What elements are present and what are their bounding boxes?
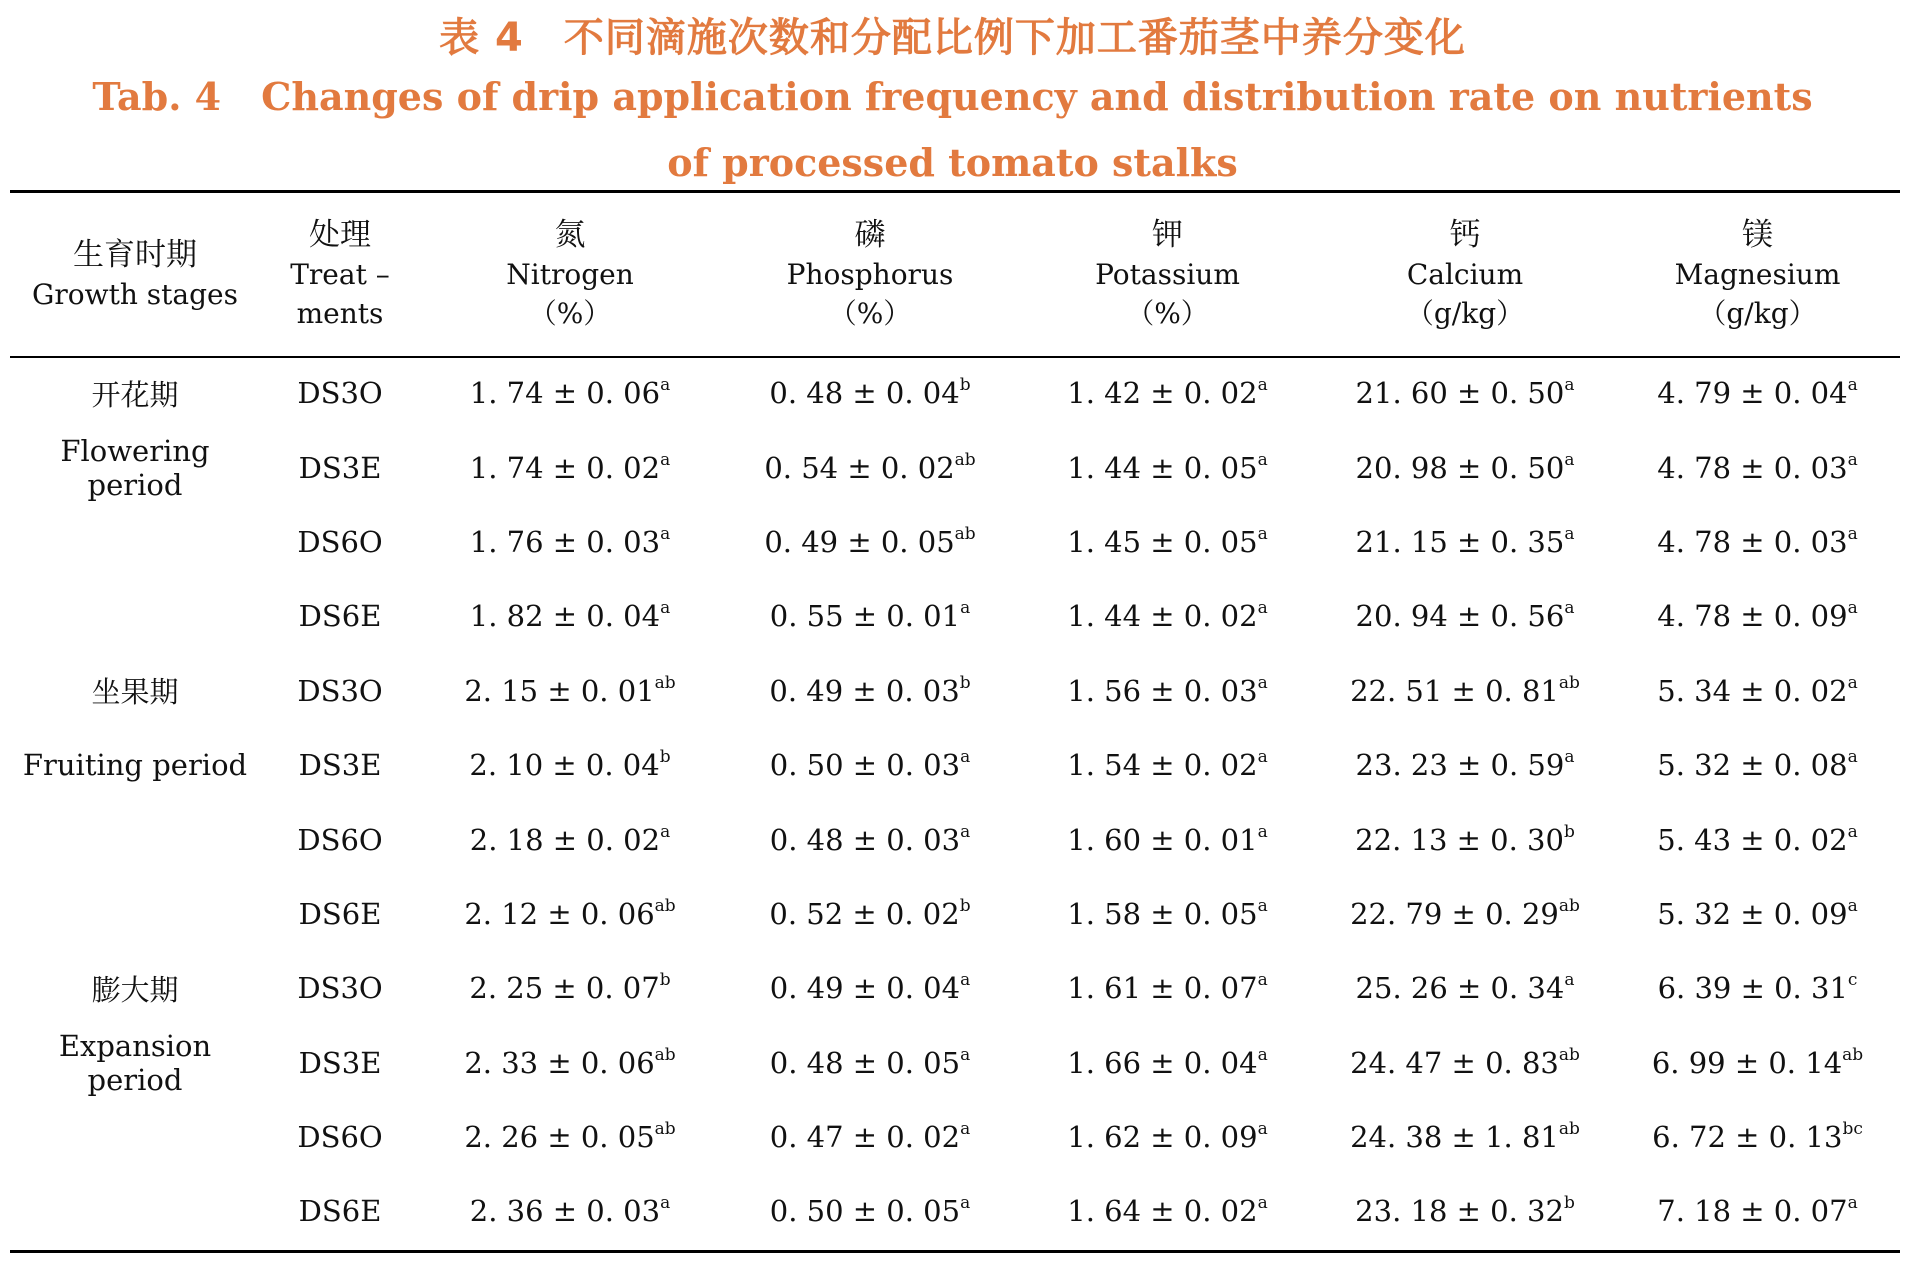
table-row bbox=[10, 1100, 1900, 1174]
nitrogen-cell bbox=[420, 1174, 720, 1248]
nitrogen-significance: a bbox=[660, 523, 671, 544]
table-row bbox=[10, 430, 1900, 504]
calcium-significance: a bbox=[1564, 598, 1575, 619]
treatment-cell: DS6E bbox=[298, 1194, 382, 1229]
magnesium-significance: ab bbox=[1842, 1044, 1864, 1065]
phosphorus-cell bbox=[720, 951, 1020, 1025]
header-potassium: 钾 Potassium （%） bbox=[1095, 217, 1240, 330]
magnesium-cell bbox=[1615, 430, 1900, 504]
potassium-value: 1. 54 ± 0. 02 bbox=[1067, 748, 1258, 783]
calcium-significance: ab bbox=[1558, 1044, 1580, 1065]
nitrogen-significance: b bbox=[659, 747, 671, 768]
calcium-value: 23. 23 ± 0. 59 bbox=[1355, 748, 1565, 783]
phosphorus-value: 0. 48 ± 0. 03 bbox=[769, 822, 961, 857]
magnesium-significance: a bbox=[1847, 672, 1858, 693]
table-row bbox=[10, 728, 1900, 802]
calcium-significance: a bbox=[1564, 375, 1575, 396]
magnesium-cell bbox=[1615, 654, 1900, 728]
potassium-value: 1. 44 ± 0. 05 bbox=[1067, 450, 1258, 485]
phosphorus-significance: a bbox=[960, 598, 971, 619]
nitrogen-cell bbox=[420, 877, 720, 951]
nitrogen-cell bbox=[420, 728, 720, 802]
magnesium-significance: a bbox=[1847, 449, 1858, 470]
magnesium-cell bbox=[1615, 728, 1900, 802]
potassium-significance: a bbox=[1257, 1193, 1268, 1214]
calcium-value: 24. 38 ± 1. 81 bbox=[1350, 1120, 1559, 1155]
phosphorus-significance: a bbox=[960, 1044, 971, 1065]
calcium-significance: ab bbox=[1558, 672, 1580, 693]
magnesium-significance: bc bbox=[1842, 1119, 1863, 1140]
growth-stage-cell: Expansion period bbox=[58, 1028, 212, 1097]
calcium-significance: a bbox=[1564, 970, 1575, 991]
phosphorus-significance: a bbox=[960, 821, 971, 842]
calcium-value: 22. 13 ± 0. 30 bbox=[1355, 822, 1564, 857]
nitrogen-cell bbox=[420, 430, 720, 504]
nitrogen-significance: ab bbox=[654, 1119, 676, 1140]
potassium-value: 1. 61 ± 0. 07 bbox=[1067, 971, 1258, 1006]
nitrogen-value: 1. 74 ± 0. 06 bbox=[469, 376, 661, 411]
header-phosphorus: 磷 Phosphorus （%） bbox=[786, 217, 954, 330]
growth-stage-cell: 坐果期 bbox=[91, 675, 179, 710]
phosphorus-significance: a bbox=[960, 1119, 971, 1140]
potassium-significance: a bbox=[1257, 523, 1268, 544]
calcium-cell bbox=[1315, 505, 1615, 579]
potassium-cell bbox=[1020, 877, 1315, 951]
growth-stage-cell: Fruiting period bbox=[22, 748, 248, 783]
growth-stage-cell bbox=[10, 1100, 260, 1174]
nitrogen-significance: ab bbox=[654, 672, 676, 693]
magnesium-value: 5. 34 ± 0. 02 bbox=[1657, 673, 1848, 708]
potassium-significance: a bbox=[1257, 1044, 1268, 1065]
calcium-cell bbox=[1315, 877, 1615, 951]
calcium-cell bbox=[1315, 951, 1615, 1025]
phosphorus-cell bbox=[720, 877, 1020, 951]
magnesium-value: 5. 32 ± 0. 08 bbox=[1657, 748, 1848, 783]
potassium-significance: a bbox=[1257, 598, 1268, 619]
nitrogen-value: 1. 82 ± 0. 04 bbox=[469, 599, 661, 634]
potassium-significance: a bbox=[1257, 375, 1268, 396]
nitrogen-cell bbox=[420, 579, 720, 653]
potassium-cell bbox=[1020, 1174, 1315, 1248]
magnesium-value: 4. 78 ± 0. 03 bbox=[1657, 450, 1848, 485]
potassium-value: 1. 62 ± 0. 09 bbox=[1067, 1120, 1258, 1155]
magnesium-value: 6. 39 ± 0. 31 bbox=[1657, 971, 1848, 1006]
nitrogen-value: 2. 36 ± 0. 03 bbox=[469, 1194, 661, 1229]
magnesium-value: 5. 43 ± 0. 02 bbox=[1657, 822, 1848, 857]
potassium-significance: a bbox=[1257, 449, 1268, 470]
phosphorus-cell bbox=[720, 579, 1020, 653]
table-label-cn: 表 4 bbox=[439, 15, 524, 61]
calcium-cell bbox=[1315, 654, 1615, 728]
magnesium-value: 6. 72 ± 0. 13 bbox=[1652, 1120, 1843, 1155]
nitrogen-value: 2. 15 ± 0. 01 bbox=[464, 673, 655, 708]
calcium-cell bbox=[1315, 802, 1615, 876]
treatment-cell: DS6E bbox=[298, 896, 382, 931]
magnesium-cell bbox=[1615, 1026, 1900, 1100]
phosphorus-significance: a bbox=[960, 747, 971, 768]
nitrogen-value: 2. 33 ± 0. 06 bbox=[464, 1045, 655, 1080]
nitrogen-value: 2. 25 ± 0. 07 bbox=[469, 971, 660, 1006]
calcium-significance: b bbox=[1563, 821, 1575, 842]
potassium-cell bbox=[1020, 951, 1315, 1025]
potassium-significance: a bbox=[1257, 970, 1268, 991]
potassium-cell bbox=[1020, 1026, 1315, 1100]
nitrogen-cell bbox=[420, 505, 720, 579]
potassium-value: 1. 60 ± 0. 01 bbox=[1067, 822, 1258, 857]
magnesium-value: 6. 99 ± 0. 14 bbox=[1651, 1045, 1843, 1080]
nitrogen-value: 2. 10 ± 0. 04 bbox=[469, 748, 660, 783]
treatment-cell: DS3E bbox=[298, 450, 382, 485]
phosphorus-value: 0. 49 ± 0. 05 bbox=[764, 524, 955, 559]
growth-stage-cell bbox=[10, 802, 260, 876]
calcium-value: 21. 15 ± 0. 35 bbox=[1355, 524, 1565, 559]
treatment-cell: DS3O bbox=[297, 971, 383, 1006]
growth-stage-cell: Flowering period bbox=[60, 433, 210, 502]
calcium-cell bbox=[1315, 1174, 1615, 1248]
nitrogen-cell bbox=[420, 654, 720, 728]
table-row bbox=[10, 877, 1900, 951]
potassium-significance: a bbox=[1257, 1119, 1268, 1140]
potassium-cell bbox=[1020, 579, 1315, 653]
calcium-cell bbox=[1315, 1100, 1615, 1174]
growth-stage-cell bbox=[10, 579, 260, 653]
magnesium-cell bbox=[1615, 356, 1900, 430]
magnesium-significance: a bbox=[1847, 895, 1858, 916]
phosphorus-cell bbox=[720, 505, 1020, 579]
calcium-value: 22. 51 ± 0. 81 bbox=[1350, 673, 1559, 708]
magnesium-significance: a bbox=[1847, 375, 1858, 396]
calcium-significance: ab bbox=[1558, 1119, 1580, 1140]
table-row bbox=[10, 1026, 1900, 1100]
table-caption-en-line2: of processed tomato stalks bbox=[667, 140, 1238, 185]
potassium-cell bbox=[1020, 356, 1315, 430]
treatment-cell: DS3O bbox=[297, 376, 383, 411]
potassium-value: 1. 66 ± 0. 04 bbox=[1067, 1045, 1258, 1080]
table-label-en: Tab. 4 bbox=[92, 74, 222, 119]
phosphorus-value: 0. 54 ± 0. 02 bbox=[764, 450, 955, 485]
calcium-cell bbox=[1315, 356, 1615, 430]
table-row bbox=[10, 654, 1900, 728]
phosphorus-value: 0. 49 ± 0. 04 bbox=[769, 971, 961, 1006]
calcium-significance: b bbox=[1563, 1193, 1575, 1214]
potassium-value: 1. 64 ± 0. 02 bbox=[1067, 1194, 1258, 1229]
nitrogen-cell bbox=[420, 1100, 720, 1174]
phosphorus-cell bbox=[720, 1100, 1020, 1174]
magnesium-cell bbox=[1615, 877, 1900, 951]
potassium-significance: a bbox=[1257, 747, 1268, 768]
phosphorus-significance: b bbox=[959, 375, 971, 396]
header-treatments: 处理 Treat – ments bbox=[290, 217, 390, 330]
phosphorus-significance: a bbox=[960, 1193, 971, 1214]
table-row bbox=[10, 802, 1900, 876]
potassium-cell bbox=[1020, 654, 1315, 728]
nitrogen-cell bbox=[420, 951, 720, 1025]
calcium-cell bbox=[1315, 579, 1615, 653]
phosphorus-significance: b bbox=[959, 895, 971, 916]
phosphorus-cell bbox=[720, 1026, 1020, 1100]
potassium-cell bbox=[1020, 802, 1315, 876]
table-header-row bbox=[10, 193, 1900, 356]
nitrogen-significance: b bbox=[659, 970, 671, 991]
magnesium-cell bbox=[1615, 579, 1900, 653]
table-title-en: Changes of drip application frequency and distribution rate on nutrients bbox=[261, 74, 1813, 119]
phosphorus-value: 0. 55 ± 0. 01 bbox=[769, 599, 961, 634]
header-nitrogen: 氮 Nitrogen （%） bbox=[506, 217, 634, 330]
calcium-value: 23. 18 ± 0. 32 bbox=[1355, 1194, 1564, 1229]
table-caption-en-line1 bbox=[0, 74, 1905, 119]
nitrogen-significance: ab bbox=[654, 1044, 676, 1065]
phosphorus-cell bbox=[720, 430, 1020, 504]
nitrogen-significance: a bbox=[660, 821, 671, 842]
potassium-cell bbox=[1020, 505, 1315, 579]
phosphorus-cell bbox=[720, 1174, 1020, 1248]
phosphorus-significance: ab bbox=[954, 449, 976, 470]
potassium-cell bbox=[1020, 1100, 1315, 1174]
nitrogen-significance: a bbox=[660, 1193, 671, 1214]
magnesium-value: 4. 79 ± 0. 04 bbox=[1657, 376, 1848, 411]
treatment-cell: DS3E bbox=[298, 1045, 382, 1080]
header-calcium: 钙 Calcium （g/kg） bbox=[1405, 217, 1525, 330]
table-title-cn: 不同滴施次数和分配比例下加工番茄茎中养分变化 bbox=[563, 15, 1466, 61]
header-magnesium: 镁 Magnesium （g/kg） bbox=[1674, 217, 1841, 330]
nitrogen-cell bbox=[420, 1026, 720, 1100]
phosphorus-cell bbox=[720, 802, 1020, 876]
magnesium-significance: c bbox=[1847, 970, 1858, 991]
potassium-value: 1. 44 ± 0. 02 bbox=[1067, 599, 1258, 634]
growth-stage-cell: 开花期 bbox=[91, 377, 179, 412]
nitrogen-value: 2. 18 ± 0. 02 bbox=[469, 822, 661, 857]
calcium-significance: a bbox=[1564, 449, 1575, 470]
growth-stage-cell bbox=[10, 1174, 260, 1248]
nitrogen-significance: ab bbox=[654, 895, 676, 916]
potassium-cell bbox=[1020, 430, 1315, 504]
magnesium-significance: a bbox=[1847, 821, 1858, 842]
table-row bbox=[10, 505, 1900, 579]
treatment-cell: DS3E bbox=[298, 748, 382, 783]
table-row bbox=[10, 951, 1900, 1025]
calcium-value: 20. 94 ± 0. 56 bbox=[1355, 599, 1565, 634]
header-growth-stages: 生育时期 Growth stages bbox=[32, 236, 238, 311]
phosphorus-cell bbox=[720, 728, 1020, 802]
phosphorus-value: 0. 48 ± 0. 05 bbox=[769, 1045, 961, 1080]
calcium-cell bbox=[1315, 430, 1615, 504]
magnesium-value: 7. 18 ± 0. 07 bbox=[1657, 1194, 1848, 1229]
growth-stage-cell: 膨大期 bbox=[91, 972, 179, 1007]
phosphorus-value: 0. 50 ± 0. 05 bbox=[769, 1194, 961, 1229]
table-bottom-rule bbox=[10, 1250, 1900, 1253]
magnesium-significance: a bbox=[1847, 1193, 1858, 1214]
potassium-significance: a bbox=[1257, 672, 1268, 693]
magnesium-cell bbox=[1615, 951, 1900, 1025]
nitrogen-significance: a bbox=[660, 598, 671, 619]
calcium-significance: a bbox=[1564, 523, 1575, 544]
nitrogen-significance: a bbox=[660, 449, 671, 470]
table-row bbox=[10, 1174, 1900, 1248]
potassium-significance: a bbox=[1257, 821, 1268, 842]
potassium-cell bbox=[1020, 728, 1315, 802]
phosphorus-cell bbox=[720, 356, 1020, 430]
calcium-value: 21. 60 ± 0. 50 bbox=[1355, 376, 1565, 411]
magnesium-cell bbox=[1615, 1174, 1900, 1248]
magnesium-value: 4. 78 ± 0. 03 bbox=[1657, 524, 1848, 559]
nitrogen-cell bbox=[420, 356, 720, 430]
phosphorus-value: 0. 47 ± 0. 02 bbox=[769, 1120, 961, 1155]
phosphorus-significance: ab bbox=[954, 523, 976, 544]
treatment-cell: DS6E bbox=[298, 599, 382, 634]
magnesium-cell bbox=[1615, 505, 1900, 579]
calcium-cell bbox=[1315, 728, 1615, 802]
nitrogen-value: 2. 26 ± 0. 05 bbox=[464, 1120, 655, 1155]
calcium-significance: a bbox=[1564, 747, 1575, 768]
table-row bbox=[10, 356, 1900, 430]
nitrogen-cell bbox=[420, 802, 720, 876]
magnesium-value: 4. 78 ± 0. 09 bbox=[1657, 599, 1848, 634]
growth-stage-cell bbox=[10, 505, 260, 579]
nutrient-table bbox=[10, 193, 1900, 1249]
phosphorus-value: 0. 48 ± 0. 04 bbox=[769, 376, 960, 411]
nitrogen-significance: a bbox=[660, 375, 671, 396]
magnesium-significance: a bbox=[1847, 598, 1858, 619]
table-row bbox=[10, 579, 1900, 653]
phosphorus-significance: a bbox=[960, 970, 971, 991]
potassium-significance: a bbox=[1257, 895, 1268, 916]
nitrogen-value: 2. 12 ± 0. 06 bbox=[464, 896, 655, 931]
phosphorus-significance: b bbox=[959, 672, 971, 693]
calcium-value: 25. 26 ± 0. 34 bbox=[1355, 971, 1565, 1006]
calcium-significance: ab bbox=[1558, 895, 1580, 916]
magnesium-cell bbox=[1615, 1100, 1900, 1174]
phosphorus-value: 0. 49 ± 0. 03 bbox=[769, 673, 960, 708]
calcium-value: 24. 47 ± 0. 83 bbox=[1350, 1045, 1559, 1080]
potassium-value: 1. 58 ± 0. 05 bbox=[1067, 896, 1258, 931]
treatment-cell: DS6O bbox=[297, 822, 383, 857]
calcium-value: 20. 98 ± 0. 50 bbox=[1355, 450, 1565, 485]
treatment-cell: DS6O bbox=[297, 524, 383, 559]
magnesium-cell bbox=[1615, 802, 1900, 876]
phosphorus-value: 0. 52 ± 0. 02 bbox=[769, 896, 960, 931]
nitrogen-value: 1. 76 ± 0. 03 bbox=[469, 524, 661, 559]
growth-stage-cell bbox=[10, 877, 260, 951]
magnesium-value: 5. 32 ± 0. 09 bbox=[1657, 896, 1848, 931]
treatment-cell: DS3O bbox=[297, 673, 383, 708]
phosphorus-cell bbox=[720, 654, 1020, 728]
magnesium-significance: a bbox=[1847, 523, 1858, 544]
nitrogen-value: 1. 74 ± 0. 02 bbox=[469, 450, 661, 485]
calcium-value: 22. 79 ± 0. 29 bbox=[1350, 896, 1559, 931]
potassium-value: 1. 42 ± 0. 02 bbox=[1067, 376, 1258, 411]
magnesium-significance: a bbox=[1847, 747, 1858, 768]
treatment-cell: DS6O bbox=[297, 1120, 383, 1155]
calcium-cell bbox=[1315, 1026, 1615, 1100]
potassium-value: 1. 56 ± 0. 03 bbox=[1067, 673, 1258, 708]
table-caption-cn bbox=[0, 6, 1905, 63]
phosphorus-value: 0. 50 ± 0. 03 bbox=[769, 748, 961, 783]
potassium-value: 1. 45 ± 0. 05 bbox=[1067, 524, 1258, 559]
